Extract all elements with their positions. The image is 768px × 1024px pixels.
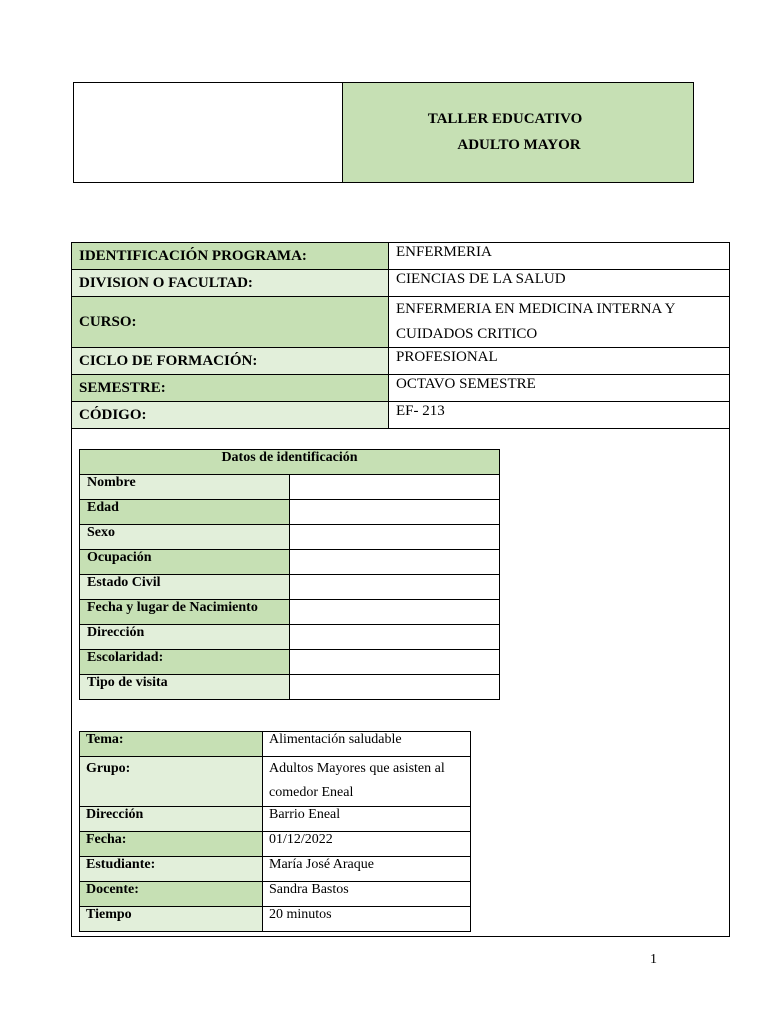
session-value: 01/12/2022: [263, 832, 471, 857]
program-table: [72, 243, 729, 429]
session-value: 20 minutos: [263, 907, 471, 932]
page-number: 1: [650, 952, 657, 967]
logo-area: [74, 83, 343, 182]
field-input[interactable]: [290, 600, 500, 625]
program-label: DIVISION O FACULTAD:: [72, 270, 389, 297]
program-value: ENFERMERIA EN MEDICINA INTERNA Y CUIDADOS CRITICO: [389, 297, 730, 348]
session-label: Dirección: [80, 807, 263, 832]
field-input[interactable]: [290, 650, 500, 675]
field-input[interactable]: [290, 550, 500, 575]
identification-table: [79, 449, 500, 700]
identification-title: Datos de identificación: [80, 450, 500, 475]
title-line-1: TALLER EDUCATIVO: [427, 111, 583, 127]
session-value: Barrio Eneal: [263, 807, 471, 832]
program-label: SEMESTRE:: [72, 375, 389, 402]
header-box: [73, 82, 694, 183]
program-value: PROFESIONAL: [389, 348, 730, 375]
field-label: Estado Civil: [80, 575, 290, 600]
session-table: [79, 731, 471, 932]
field-input[interactable]: [290, 625, 500, 650]
program-label: CÓDIGO:: [72, 402, 389, 429]
program-value: ENFERMERIA: [389, 243, 730, 270]
field-input[interactable]: [290, 675, 500, 700]
session-label: Fecha:: [80, 832, 263, 857]
program-label: CURSO:: [72, 297, 389, 348]
field-label: Sexo: [80, 525, 290, 550]
field-label: Escolaridad:: [80, 650, 290, 675]
session-label: Tema:: [80, 732, 263, 757]
session-label: Estudiante:: [80, 857, 263, 882]
program-value: CIENCIAS DE LA SALUD: [389, 270, 730, 297]
session-value: Alimentación saludable: [263, 732, 471, 757]
program-value: EF- 213: [389, 402, 730, 429]
field-label: Edad: [80, 500, 290, 525]
title-line-2: ADULTO MAYOR: [457, 137, 581, 153]
session-value: Adultos Mayores que asisten al comedor Eneal: [263, 757, 471, 807]
program-label: CICLO DE FORMACIÓN:: [72, 348, 389, 375]
field-input[interactable]: [290, 525, 500, 550]
field-label: Tipo de visita: [80, 675, 290, 700]
session-label: Tiempo: [80, 907, 263, 932]
field-label: Ocupación: [80, 550, 290, 575]
session-label: Grupo:: [80, 757, 263, 807]
session-value: Sandra Bastos: [263, 882, 471, 907]
header-title: [343, 83, 693, 182]
program-label: IDENTIFICACIÓN PROGRAMA:: [72, 243, 389, 270]
field-label: Nombre: [80, 475, 290, 500]
field-label: Dirección: [80, 625, 290, 650]
program-value: OCTAVO SEMESTRE: [389, 375, 730, 402]
field-label: Fecha y lugar de Nacimiento: [80, 600, 290, 625]
main-frame: [71, 242, 730, 937]
field-input[interactable]: [290, 500, 500, 525]
session-label: Docente:: [80, 882, 263, 907]
session-value: María José Araque: [263, 857, 471, 882]
field-input[interactable]: [290, 575, 500, 600]
field-input[interactable]: [290, 475, 500, 500]
